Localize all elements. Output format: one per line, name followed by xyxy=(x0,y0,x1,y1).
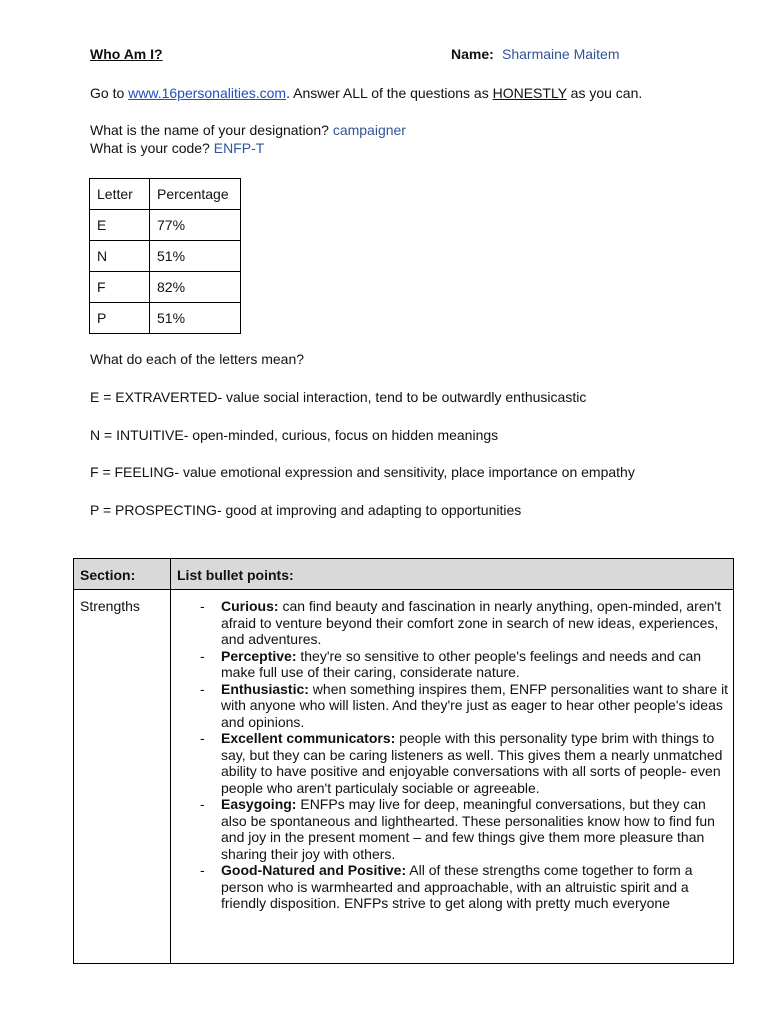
intro-suffix: as you can. xyxy=(566,85,643,101)
percentage-cell: 51% xyxy=(150,303,241,334)
designation-line xyxy=(90,122,406,138)
letters-header-percentage: Percentage xyxy=(150,179,241,210)
bullet-text: ENFPs may live for deep, meaningful conversations, but they can also be spontaneous and lighthearted. These personalities know how to find fun and joy in the present moment – and few things give them more pleasure than sharing their joy with others. xyxy=(221,796,715,862)
meaning-f: F = FEELING- value emotional expression and sensitivity, place importance on empathy xyxy=(90,464,635,480)
percentage-cell: 77% xyxy=(150,210,241,241)
letter-cell: N xyxy=(90,241,150,272)
meaning-n: N = INTUITIVE- open-minded, curious, focus on hidden meanings xyxy=(90,427,499,443)
letters-header-letter: Letter xyxy=(90,179,150,210)
dash-bullet: - xyxy=(200,680,205,697)
dash-bullet: - xyxy=(200,862,205,878)
list-item xyxy=(200,862,732,912)
meaning-e: E = EXTRAVERTED- value social interaction, tend to be outwardly enthusicastic xyxy=(90,389,587,405)
list-item xyxy=(200,648,732,681)
list-item xyxy=(200,598,732,648)
intro-middle: . Answer ALL of the questions as xyxy=(286,85,493,101)
intro-line xyxy=(90,85,642,101)
table-row xyxy=(90,241,241,272)
name-value: Sharmaine Maitem xyxy=(502,46,620,62)
letters-table xyxy=(89,178,241,334)
intro-prefix: Go to xyxy=(90,85,129,101)
bullet-term: Excellent communicators: xyxy=(221,730,396,746)
percentage-cell: 51% xyxy=(150,241,241,272)
letter-cell: P xyxy=(90,303,150,334)
column-divider xyxy=(170,559,171,963)
letter-cell: E xyxy=(90,210,150,241)
dash-bullet: - xyxy=(200,598,205,614)
list-item xyxy=(200,730,732,796)
percentage-cell: 82% xyxy=(150,272,241,303)
meanings-question: What do each of the letters mean? xyxy=(90,351,305,367)
bullets-column-header: List bullet points: xyxy=(177,567,294,583)
code-answer: ENFP-T xyxy=(213,140,265,156)
table-row xyxy=(90,303,241,334)
dash-bullet: - xyxy=(200,730,205,746)
bullet-text: when something inspires them, ENFP personalities want to share it with anyone who will listen. And they're just as eager to hear other people's ideas and opinions. xyxy=(221,680,729,730)
sections-table xyxy=(73,558,734,964)
list-item xyxy=(200,681,732,731)
bullet-text: they're so sensitive to other people's feelings and needs and can make full use of their caring, considerate nature. xyxy=(221,647,702,680)
code-question: What is your code? xyxy=(90,140,214,156)
bullet-term: Perceptive: xyxy=(221,647,297,664)
strengths-bullet-list xyxy=(200,598,732,912)
sections-table-header xyxy=(74,559,733,590)
bullet-text: All of these strengths come together to form a person who is warmhearted and approachable, with an altruistic spirit and a friendly disposition. ENFPs strive to get along with pretty much everyone xyxy=(221,862,693,911)
section-column-header: Section: xyxy=(80,567,136,583)
name-label: Name: xyxy=(451,46,494,62)
letter-cell: F xyxy=(90,272,150,303)
letters-table-header-row xyxy=(90,179,241,210)
dash-bullet: - xyxy=(200,647,205,664)
table-row xyxy=(90,210,241,241)
personalities-link[interactable]: www.16personalities.com xyxy=(128,85,287,101)
strengths-label: Strengths xyxy=(80,598,140,614)
bullet-term: Enthusiastic: xyxy=(221,680,309,697)
bullet-term: Curious: xyxy=(221,598,279,614)
designation-answer: campaigner xyxy=(332,122,406,138)
meaning-p: P = PROSPECTING- good at improving and adapting to opportunities xyxy=(90,502,522,518)
designation-question: What is the name of your designation? xyxy=(90,122,333,138)
intro-emphasis: HONESTLY xyxy=(492,85,567,101)
bullet-text: people with this personality type brim with things to say, but they can be caring listeners as well. This gives them a nearly unmatched ability to have positive and enjoyable conversations with all sorts of people- even people who aren't particulaly sociable or agreeable. xyxy=(221,730,723,796)
table-row xyxy=(90,272,241,303)
bullet-term: Easygoing: xyxy=(221,796,297,812)
bullet-term: Good-Natured and Positive: xyxy=(221,862,407,878)
page-title: Who Am I? xyxy=(90,46,163,62)
bullet-text: can find beauty and fascination in nearly anything, open-minded, aren't afraid to venture beyond their comfort zone in search of new ideas, experiences, and adventures. xyxy=(221,598,721,647)
dash-bullet: - xyxy=(200,796,205,812)
list-item xyxy=(200,796,732,862)
code-line xyxy=(90,140,264,156)
